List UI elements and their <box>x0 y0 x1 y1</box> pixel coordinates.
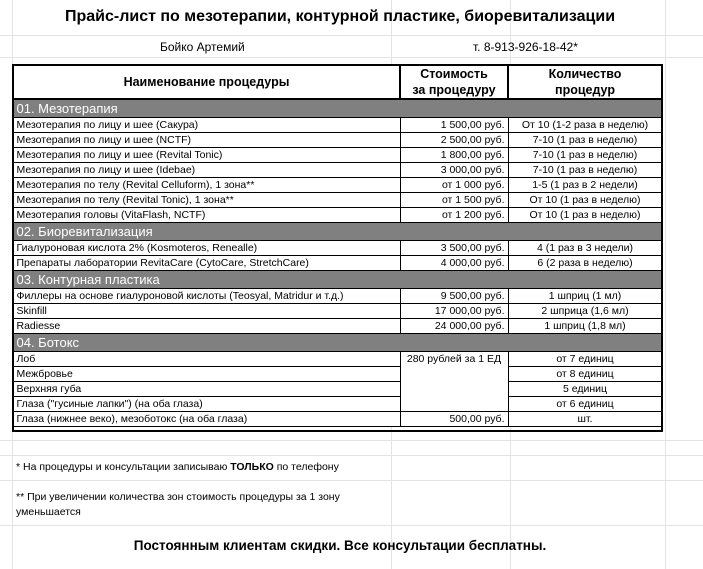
procedure-name: Мезотерапия по лицу и шее (Revital Tonic) <box>13 148 400 163</box>
section-header <box>13 99 662 118</box>
procedure-price: от 1 500 руб. <box>400 193 508 208</box>
procedure-count: от 7 единиц <box>508 352 662 367</box>
table-row <box>13 241 662 256</box>
section-label: 04. Ботокс <box>13 334 662 352</box>
section-label: 02. Биоревитализация <box>13 223 662 241</box>
section-header <box>13 271 662 289</box>
procedure-count: от 6 единиц <box>508 397 662 412</box>
table-row <box>13 412 662 427</box>
procedure-count: 6 (2 раза в неделю) <box>508 256 662 271</box>
procedure-name: Мезотерапия по телу (Revital Tonic), 1 зона** <box>13 193 400 208</box>
procedure-name: Препараты лаборатории RevitaCare (CytoCare, StretchCare) <box>13 256 400 271</box>
table-row <box>13 382 662 397</box>
table-header-row <box>13 65 662 99</box>
procedure-count: от 8 единиц <box>508 367 662 382</box>
table-row <box>13 319 662 334</box>
contact-phone: т. 8-913-926-18-42* <box>473 40 578 54</box>
section-header <box>13 223 662 241</box>
procedure-name: Глаза (нижнее веко), мезоботокс (на оба глаза) <box>13 412 400 427</box>
table-row <box>13 178 662 193</box>
procedure-name: Мезотерапия по телу (Revital Celluform), 1 зона** <box>13 178 400 193</box>
procedure-price: от 1 200 руб. <box>400 208 508 223</box>
procedure-name: Верхняя губа <box>13 382 400 397</box>
procedure-price: 24 000,00 руб. <box>400 319 508 334</box>
table-row <box>13 367 662 382</box>
procedure-count: 7-10 (1 раз в неделю) <box>508 133 662 148</box>
procedure-count: 5 единиц <box>508 382 662 397</box>
procedure-name: Лоб <box>13 352 400 367</box>
procedure-price: 1 800,00 руб. <box>400 148 508 163</box>
table-row <box>13 352 662 367</box>
note-booking: * На процедуры и консультации записываю ТОЛЬКО по телефону <box>16 461 339 473</box>
procedure-price: 3 500,00 руб. <box>400 241 508 256</box>
table-row <box>13 208 662 223</box>
procedure-count: 4 (1 раз в 3 недели) <box>508 241 662 256</box>
procedure-count: 1 шприц (1 мл) <box>508 289 662 304</box>
procedure-count: 1 шприц (1,8 мл) <box>508 319 662 334</box>
table-row <box>13 397 662 412</box>
procedure-name: Мезотерапия головы (VitaFlash, NCTF) <box>13 208 400 223</box>
procedure-count: шт. <box>508 412 662 427</box>
procedure-name: Глаза ("гусиные лапки") (на оба глаза) <box>13 397 400 412</box>
procedure-count: 1-5 (1 раз в 2 недели) <box>508 178 662 193</box>
contact-name: Бойко Артемий <box>160 40 245 54</box>
section-label: 01. Мезотерапия <box>13 99 662 118</box>
table-row <box>13 256 662 271</box>
column-header-count: Количество процедур <box>508 65 662 99</box>
procedure-price: от 1 000 руб. <box>400 178 508 193</box>
procedure-name: Мезотерапия по лицу и шее (Idebae) <box>13 163 400 178</box>
page-title: Прайс-лист по мезотерапии, контурной пластике, биоревитализации <box>64 8 616 25</box>
procedure-name: Межбровье <box>13 367 400 382</box>
section-label: 03. Контурная пластика <box>13 271 662 289</box>
procedure-price: 3 000,00 руб. <box>400 163 508 178</box>
procedure-name: Гиалуроновая кислота 2% (Kosmoteros, Reneal​le) <box>13 241 400 256</box>
table-row <box>13 163 662 178</box>
procedure-name: Мезотерапия по лицу и шее (NCTF) <box>13 133 400 148</box>
table-row <box>13 304 662 319</box>
table-row <box>13 148 662 163</box>
procedure-price: 500,00 руб. <box>400 412 508 427</box>
procedure-name: Филлеры на основе гиалуроновой кислоты (Teosyal, Matridur и т.д.) <box>13 289 400 304</box>
procedure-name: Skinfill <box>13 304 400 319</box>
procedure-count: От 10 (1 раз в неделю) <box>508 193 662 208</box>
procedure-count: От 10 (1 раз в неделю) <box>508 208 662 223</box>
procedure-name: Radiesse <box>13 319 400 334</box>
table-row <box>13 118 662 133</box>
procedure-count: 7-10 (1 раз в неделю) <box>508 148 662 163</box>
table-row <box>13 193 662 208</box>
column-header-name: Наименование процедуры <box>13 65 400 99</box>
price-table <box>12 64 663 427</box>
table-row <box>13 133 662 148</box>
procedure-count: 2 шприца (1,6 мл) <box>508 304 662 319</box>
procedure-price: 2 500,00 руб. <box>400 133 508 148</box>
section-header <box>13 334 662 352</box>
procedure-name: Мезотерапия по лицу и шее (Сакура) <box>13 118 400 133</box>
botox-unit-price: 280 рублей за 1 ЕД <box>400 352 508 412</box>
table-row <box>13 289 662 304</box>
procedure-price: 17 000,00 руб. <box>400 304 508 319</box>
note-zones: ** При увеличении количества зон стоимость процедуры за 1 зону уменьшается <box>16 491 340 518</box>
procedure-count: От 10 (1-2 раза в неделю) <box>508 118 662 133</box>
column-header-price: Стоимость за процедуру <box>400 65 508 99</box>
procedure-price: 9 500,00 руб. <box>400 289 508 304</box>
procedure-price: 4 000,00 руб. <box>400 256 508 271</box>
procedure-price: 1 500,00 руб. <box>400 118 508 133</box>
footer-text: Постоянным клиентам скидки. Все консультации бесплатны. <box>133 538 547 553</box>
procedure-count: 7-10 (1 раз в неделю) <box>508 163 662 178</box>
